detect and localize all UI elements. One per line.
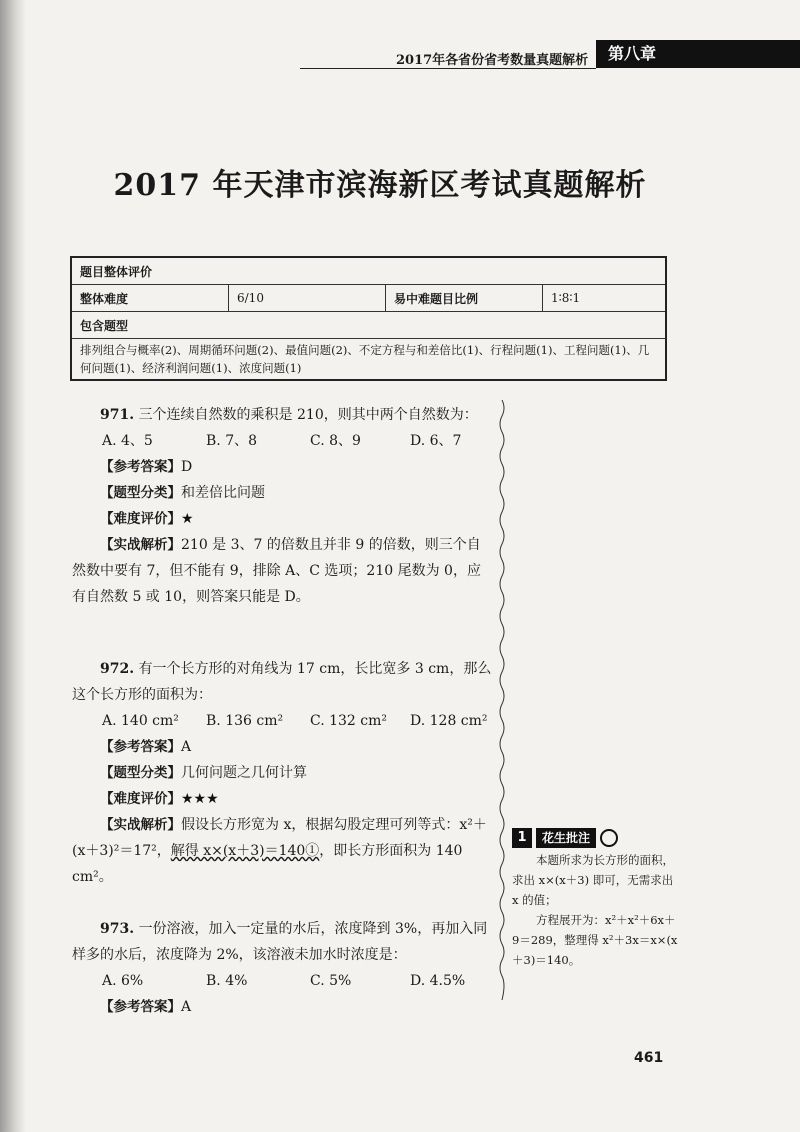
types-label: 包含题型 <box>71 312 666 339</box>
page-number: 461 <box>634 1050 664 1066</box>
options <box>72 708 492 734</box>
question-971-stem <box>72 402 492 428</box>
option-b: B. 7、8 <box>206 433 258 449</box>
types-value: 排列组合与概率(2)、周期循环问题(2)、最值问题(2)、不定方程与和差倍比(1)、行程问题(1)、工程问题(1)、几何问题(1)、经济利润问题(1)、浓度问题(1) <box>71 339 666 381</box>
option-a: A. 140 cm² <box>102 713 179 729</box>
option-d: D. 4.5% <box>410 973 466 989</box>
answer-row <box>72 994 492 1020</box>
difficulty-row <box>72 506 492 532</box>
answer-value: A <box>181 739 192 755</box>
header-title: 2017年各省份省考数量真题解析 <box>396 53 589 68</box>
note-paragraph-1: 本题所求为长方形的面积，求出 x×(x＋3) 即可，无需求出 x 的值； <box>512 853 674 907</box>
difficulty-label: 【难度评价】 <box>100 511 181 527</box>
question-number: 973. <box>100 921 135 937</box>
eval-section-title: 题目整体评价 <box>71 257 666 285</box>
option-b: B. 4% <box>206 973 248 989</box>
option-b: B. 136 cm² <box>206 713 284 729</box>
page-title: 2017 年天津市滨海新区考试真题解析 <box>113 168 647 203</box>
question-972-stem <box>72 656 492 708</box>
column-divider <box>497 400 507 1000</box>
chapter-badge: 第八章 <box>596 40 800 68</box>
question-text: 有一个长方形的对角线为 17 cm，长比宽多 3 cm，那么这个长方形的面积为： <box>72 661 492 703</box>
note-header <box>512 828 682 848</box>
question-971 <box>72 402 492 610</box>
question-text: 三个连续自然数的乘积是 210，则其中两个自然数为： <box>138 407 478 423</box>
question-number: 972. <box>100 661 135 677</box>
evaluation-table <box>70 256 667 381</box>
header-rule <box>300 68 596 69</box>
answer-row <box>72 734 492 760</box>
options <box>72 428 492 454</box>
question-973-stem <box>72 916 492 968</box>
analysis-row <box>72 532 492 610</box>
analysis-label: 【实战解析】 <box>100 817 181 833</box>
running-header <box>300 40 800 70</box>
answer-label: 【参考答案】 <box>100 999 181 1015</box>
option-c: C. 8、9 <box>310 433 361 449</box>
star-rating: ★★★ <box>181 791 219 807</box>
analysis-row <box>72 812 492 890</box>
type-label: 【题型分类】 <box>100 485 181 501</box>
option-a: A. 6% <box>102 973 144 989</box>
type-row <box>72 760 492 786</box>
option-c: C. 132 cm² <box>310 713 388 729</box>
side-note <box>512 828 682 970</box>
ratio-label: 易中难题目比例 <box>386 285 543 312</box>
difficulty-row <box>72 786 492 812</box>
answer-row <box>72 454 492 480</box>
question-number: 971. <box>100 407 135 423</box>
type-value: 和差倍比问题 <box>181 485 265 501</box>
answer-value: A <box>181 999 192 1015</box>
question-973 <box>72 916 492 1020</box>
highlighted-equation: 解得 x×(x＋3)＝140① <box>170 843 320 859</box>
answer-label: 【参考答案】 <box>100 739 181 755</box>
pencil-icon <box>600 829 618 847</box>
answer-value: D <box>181 459 193 475</box>
analysis-text-end: ，即长方形面积为 140 cm²。 <box>72 843 463 885</box>
type-row <box>72 480 492 506</box>
star-rating: ★ <box>181 511 194 527</box>
note-paragraph-2: 方程展开为：x²＋x²＋6x＋9＝289，整理得 x²＋3x＝x×(x＋3)＝140。 <box>512 913 678 967</box>
note-title: 花生批注 <box>536 828 596 848</box>
type-value: 几何问题之几何计算 <box>181 765 307 781</box>
note-number: 1 <box>512 828 532 848</box>
difficulty-label: 【难度评价】 <box>100 791 181 807</box>
analysis-label: 【实战解析】 <box>100 537 181 553</box>
question-text: 一份溶液，加入一定量的水后，浓度降到 3%，再加入同样多的水后，浓度降为 2%，该溶液未加水时浓度是： <box>72 921 488 963</box>
difficulty-value: 6/10 <box>229 285 386 312</box>
option-a: A. 4、5 <box>102 433 153 449</box>
analysis-text: 210 是 3、7 的倍数且并非 9 的倍数，则三个自然数中要有 7，但不能有 9，排除 A、C 选项；210 尾数为 0，应有自然数 5 或 10，则答案只能是 D。 <box>72 537 481 605</box>
difficulty-label: 整体难度 <box>71 285 229 312</box>
answer-label: 【参考答案】 <box>100 459 181 475</box>
analysis-text: 假设长方形宽为 x，根据勾股定理可列等式：x²＋(x＋3)²＝17²， <box>72 817 487 859</box>
type-label: 【题型分类】 <box>100 765 181 781</box>
option-d: D. 6、7 <box>410 433 462 449</box>
options <box>72 968 492 994</box>
ratio-value: 1∶8∶1 <box>543 285 667 312</box>
option-d: D. 128 cm² <box>410 713 488 729</box>
option-c: C. 5% <box>310 973 352 989</box>
question-972 <box>72 656 492 890</box>
